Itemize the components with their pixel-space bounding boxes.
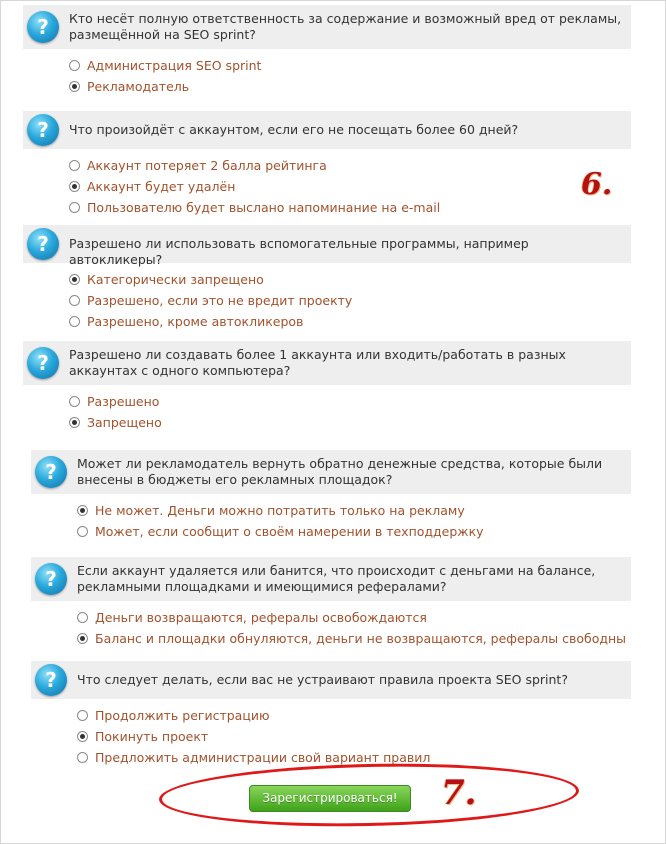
question-header	[23, 5, 631, 49]
answer-option[interactable]	[77, 500, 631, 521]
answer-label: Предложить администрации свой вариант правил	[95, 750, 431, 765]
question-header	[23, 111, 631, 149]
answer-option[interactable]	[69, 311, 631, 332]
radio-button[interactable]	[69, 417, 80, 428]
radio-button[interactable]	[77, 710, 88, 721]
help-question-icon: ?	[35, 664, 67, 696]
help-question-icon: ?	[27, 11, 59, 43]
answer-label: Не может. Деньги можно потратить только на рекламу	[95, 503, 465, 518]
question-header	[31, 557, 631, 601]
question-block	[23, 341, 631, 433]
answer-label: Разрешено	[87, 394, 160, 409]
answer-option[interactable]	[69, 55, 631, 76]
answer-option[interactable]	[69, 155, 631, 176]
question-text: Что произойдёт с аккаунтом, если его не посещать более 60 дней?	[69, 122, 519, 137]
question-text: Что следует делать, если вас не устраивают правила проекта SEO sprint?	[77, 672, 568, 687]
answer-label: Аккаунт потеряет 2 балла рейтинга	[87, 158, 327, 173]
question-text: Может ли рекламодатель вернуть обратно денежные средства, которые были внесены в бюджеты его рекламных площадок?	[77, 456, 603, 487]
radio-button[interactable]	[69, 160, 80, 171]
radio-button[interactable]	[69, 396, 80, 407]
register-button[interactable]: Зарегистрироваться!	[249, 785, 411, 812]
radio-button[interactable]	[69, 60, 80, 71]
question-block	[23, 5, 631, 97]
radio-button[interactable]	[77, 505, 88, 516]
answer-label: Может, если сообщит о своём намерении в техподдержку	[95, 524, 484, 539]
question-text: Разрешено ли использовать вспомогательные программы, например автокликеры?	[69, 236, 529, 267]
question-text: Если аккаунт удаляется или банится, что происходит с деньгами на балансе, рекламными площадками и имеющимися рефералами?	[77, 563, 596, 594]
answer-label: Категорически запрещено	[87, 272, 264, 287]
answer-option[interactable]	[77, 628, 631, 649]
answer-option[interactable]	[77, 521, 631, 542]
answer-label: Рекламодатель	[87, 79, 190, 94]
answer-option[interactable]	[77, 726, 631, 747]
answer-option[interactable]	[77, 607, 631, 628]
answer-option[interactable]	[69, 176, 631, 197]
radio-button[interactable]	[69, 274, 80, 285]
annotation-step-7: 7.	[441, 773, 477, 813]
radio-button[interactable]	[77, 633, 88, 644]
answer-label: Пользователю будет выслано напоминание на e-mail	[87, 200, 441, 215]
radio-button[interactable]	[77, 752, 88, 763]
answer-label: Запрещено	[87, 415, 162, 430]
answer-label: Разрешено, если это не вредит проекту	[87, 293, 353, 308]
radio-button[interactable]	[77, 526, 88, 537]
answer-option[interactable]	[69, 76, 631, 97]
answer-label: Разрешено, кроме автокликеров	[87, 314, 304, 329]
answer-label: Баланс и площадки обнуляются, деньги не возвращаются, рефералы свободны	[95, 631, 627, 646]
help-question-icon: ?	[35, 456, 67, 488]
radio-button[interactable]	[69, 202, 80, 213]
question-block	[31, 450, 631, 542]
answer-label: Аккаунт будет удалён	[87, 179, 236, 194]
answer-option[interactable]	[69, 412, 631, 433]
help-question-icon: ?	[27, 114, 59, 146]
question-block	[31, 661, 631, 768]
radio-button[interactable]	[77, 612, 88, 623]
question-block	[31, 557, 631, 649]
help-question-icon: ?	[27, 347, 59, 379]
question-block	[23, 225, 631, 332]
answer-option[interactable]	[77, 705, 631, 726]
answer-option[interactable]	[69, 269, 631, 290]
question-header	[31, 661, 631, 699]
annotation-step-6: 6.	[581, 167, 613, 202]
answer-option[interactable]	[69, 391, 631, 412]
answer-option[interactable]	[69, 290, 631, 311]
answer-label: Продолжить регистрацию	[95, 708, 270, 723]
radio-button[interactable]	[77, 731, 88, 742]
answer-option[interactable]	[69, 197, 631, 218]
radio-button[interactable]	[69, 316, 80, 327]
radio-button[interactable]	[69, 181, 80, 192]
question-header	[31, 450, 631, 494]
question-block	[23, 111, 631, 218]
answer-label: Покинуть проект	[95, 729, 209, 744]
answer-label: Деньги возвращаются, рефералы освобождаются	[95, 610, 427, 625]
help-question-icon: ?	[35, 563, 67, 595]
radio-button[interactable]	[69, 81, 80, 92]
question-header	[23, 225, 631, 267]
question-text: Кто несёт полную ответственность за содержание и возможный вред от рекламы, размещённой на SEO sprint?	[69, 11, 622, 42]
help-question-icon: ?	[27, 228, 59, 260]
question-header	[23, 341, 631, 385]
answer-label: Администрация SEO sprint	[87, 58, 262, 73]
radio-button[interactable]	[69, 295, 80, 306]
question-text: Разрешено ли создавать более 1 аккаунта или входить/работать в разных аккаунтах с одного компьютера?	[69, 347, 566, 378]
